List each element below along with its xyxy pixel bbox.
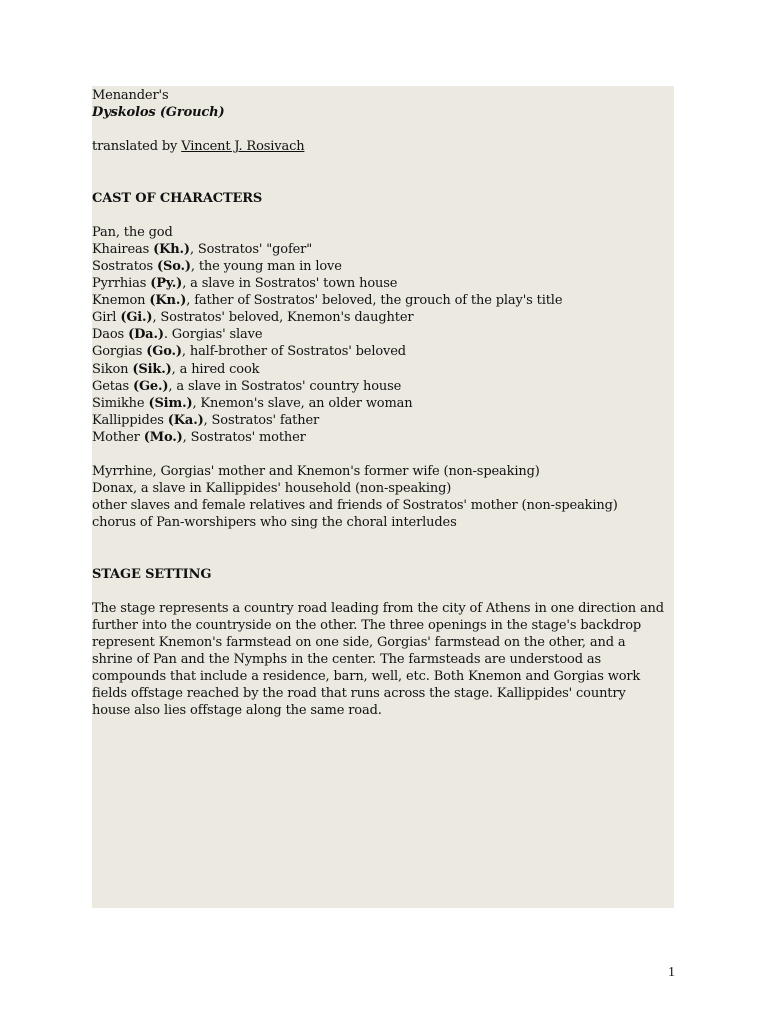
play-title: Dyskolos (Grouch)	[92, 105, 225, 121]
non-speaking-row: Myrrhine, Gorgias' mother and Knemon's former wife (non-speaking)	[92, 464, 540, 480]
paragraph-line: represent Knemon's farmstead on one side, Gorgias' farmstead on the other, and a	[92, 635, 626, 650]
cast-row: Khaireas (Kh.), Sostratos' "gofer"	[92, 241, 313, 257]
paragraph-line: The stage represents a country road leading from the city of Athens in one direction and	[92, 600, 664, 616]
cast-row: Getas (Ge.), a slave in Sostratos' country house	[92, 378, 402, 394]
cast-row: Daos (Da.). Gorgias' slave	[92, 327, 263, 343]
author-line: Menander's	[92, 88, 169, 103]
translator-line	[92, 138, 682, 155]
stage-paragraph	[92, 600, 682, 720]
document-body	[92, 87, 682, 719]
paragraph-line: shrine of Pan and the Nymphs in the center. The farmsteads are understood as	[92, 652, 601, 668]
cast-row: Kallippides (Ka.), Sostratos' father	[92, 412, 320, 428]
non-speaking-row: other slaves and female relatives and friends of Sostratos' mother (non-speaking)	[92, 498, 618, 514]
paragraph-line: house also lies offstage along the same road.	[92, 703, 382, 719]
non-speaking-row: chorus of Pan-worshipers who sing the choral interludes	[92, 515, 457, 531]
cast-heading: CAST OF CHARACTERS	[92, 190, 263, 206]
paragraph-line: fields offstage reached by the road that runs across the stage. Kallippides' country	[92, 686, 626, 702]
cast-row: Pyrrhias (Py.), a slave in Sostratos' town house	[92, 276, 398, 292]
cast-row: Pan, the god	[92, 224, 173, 240]
translator-link[interactable]: Vincent J. Rosivach	[181, 139, 305, 155]
cast-row: Gorgias (Go.), half-brother of Sostratos' beloved	[92, 344, 406, 360]
cast-list	[92, 224, 682, 446]
cast-row: Mother (Mo.), Sostratos' mother	[92, 429, 306, 445]
cast-row: Sostratos (So.), the young man in love	[92, 258, 342, 274]
translated-by-label: translated by	[92, 139, 182, 155]
non-speaking-list	[92, 463, 682, 531]
page-number: 1	[668, 965, 675, 980]
paragraph-line: further into the countryside on the other. The three openings in the stage's backdrop	[92, 617, 642, 633]
paragraph-line: compounds that include a residence, barn, well, etc. Both Knemon and Gorgias work	[92, 669, 641, 685]
stage-heading: STAGE SETTING	[92, 566, 212, 582]
cast-row: Simikhe (Sim.), Knemon's slave, an older woman	[92, 395, 413, 411]
cast-row: Knemon (Kn.), father of Sostratos' beloved, the grouch of the play's title	[92, 293, 563, 309]
non-speaking-row: Donax, a slave in Kallippides' household (non-speaking)	[92, 481, 452, 497]
cast-row: Girl (Gi.), Sostratos' beloved, Knemon's daughter	[92, 310, 414, 326]
cast-row: Sikon (Sik.), a hired cook	[92, 361, 260, 377]
